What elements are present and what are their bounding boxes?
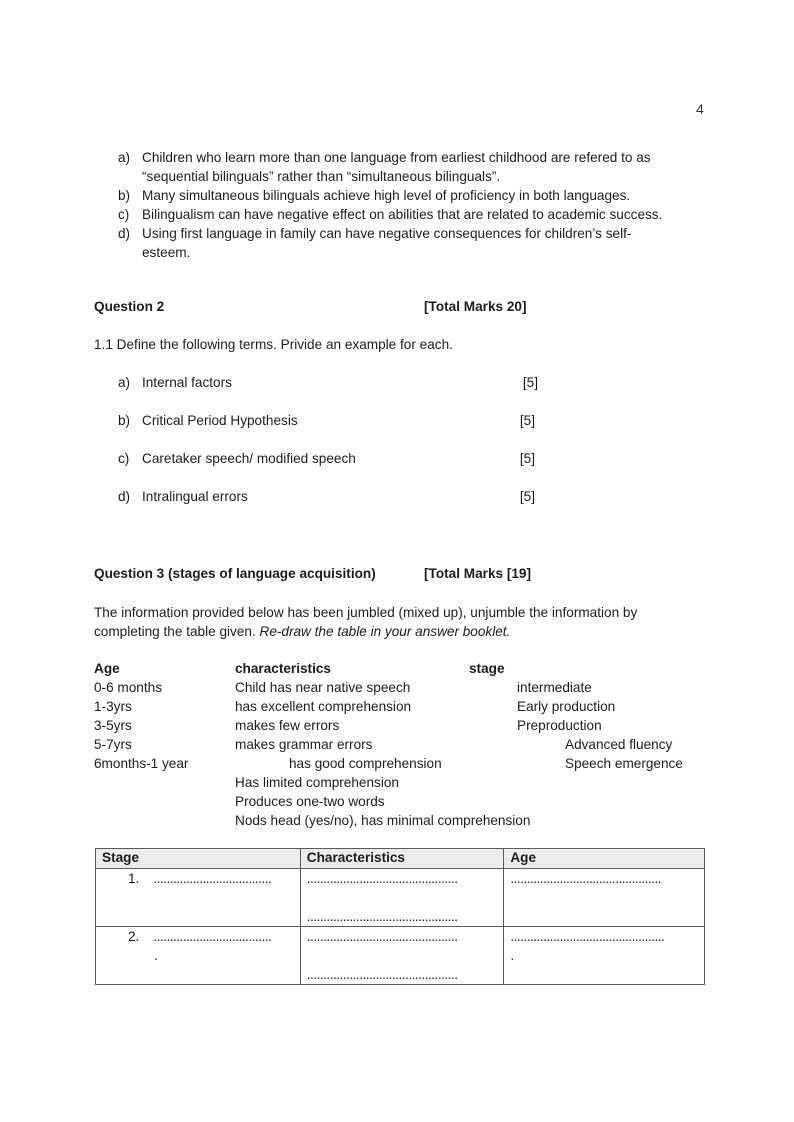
option-label: d) bbox=[118, 226, 131, 241]
option-text: Bilingualism can have negative effect on abilities that are related to academic success. bbox=[142, 207, 663, 222]
age-cell[interactable]: ............................................... . bbox=[504, 927, 705, 985]
question3-title: Question 3 (stages of language acquisition) bbox=[94, 566, 376, 581]
age-cell[interactable] bbox=[504, 869, 705, 927]
question3-total-marks: [Total Marks [19] bbox=[424, 566, 532, 581]
answer-blank[interactable]: .................................... bbox=[153, 871, 272, 886]
q2-term-d: d) Intralingual errors [5] bbox=[118, 489, 535, 504]
jumbled-age-column: Age 0-6 months 1-3yrs 3-5yrs 5-7yrs 6months-1 year bbox=[94, 661, 189, 771]
answer-table-header bbox=[96, 849, 705, 869]
instruction-italic: Re-draw the table in your answer booklet. bbox=[259, 624, 511, 639]
option-label: c) bbox=[118, 207, 130, 222]
answer-blank[interactable]: .............................................. bbox=[306, 967, 458, 982]
option-label: b) bbox=[118, 188, 131, 203]
stage-cell[interactable]: 1. .................................... bbox=[96, 869, 301, 927]
table-row bbox=[96, 869, 705, 927]
characteristics-cell[interactable] bbox=[300, 869, 504, 927]
option-label: a) bbox=[118, 150, 131, 165]
answer-blank[interactable]: .............................................. bbox=[306, 871, 458, 886]
page-number: 4 bbox=[696, 101, 704, 117]
answer-blank[interactable]: .................................... bbox=[153, 929, 272, 944]
option-text: Using first language in family can have negative consequences for children’s self- esteem. bbox=[142, 226, 632, 260]
jumbled-characteristics-column: characteristics Child has near native speech has excellent comprehension makes few errors makes grammar errors has good comprehension Has limited comprehension Produces one-two words Nods head (yes/no), has minimal comprehension bbox=[235, 661, 531, 828]
answer-blank[interactable]: .............................................. bbox=[306, 909, 458, 924]
stage-cell[interactable]: 2. .................................... . bbox=[96, 927, 301, 985]
answer-blank[interactable]: .............................................. bbox=[510, 871, 662, 886]
characteristics-cell[interactable] bbox=[300, 927, 504, 985]
marks: [5] bbox=[522, 375, 538, 390]
q2-term-c: c) Caretaker speech/ modified speech [5] bbox=[118, 451, 535, 466]
answer-blank[interactable]: .............................................. bbox=[306, 929, 458, 944]
q1-option-d bbox=[118, 224, 698, 264]
header-characteristics: Characteristics bbox=[300, 849, 504, 869]
q1-option-c bbox=[118, 205, 698, 224]
header-stage: Stage bbox=[96, 849, 301, 869]
q2-term-a: a) Internal factors [5] bbox=[118, 375, 538, 390]
marks: [5] bbox=[519, 451, 535, 466]
option-text: Many simultaneous bilinguals achieve high level of proficiency in both languages. bbox=[142, 188, 631, 203]
header-age: Age bbox=[504, 849, 705, 869]
question2-total-marks: [Total Marks 20] bbox=[424, 299, 527, 314]
q1-option-b bbox=[118, 186, 698, 205]
option-text: Children who learn more than one language from earliest childhood are refered to as “sequential bilinguals” rather than “simultaneous bilinguals”. bbox=[142, 150, 651, 184]
question2-instruction: 1.1 Define the following terms. Privide an example for each. bbox=[94, 337, 453, 352]
answer-blank[interactable]: ............................................... bbox=[510, 929, 665, 944]
q2-term-b: b) Critical Period Hypothesis [5] bbox=[118, 413, 535, 428]
q1-option-a bbox=[118, 148, 698, 188]
question2-title: Question 2 bbox=[94, 299, 165, 314]
question3-instruction: The information provided below has been jumbled (mixed up), unjumble the information by completing the table given. Re-draw the table in your answer booklet. bbox=[94, 605, 638, 639]
jumbled-stage-column: stage intermediate Early production Preproduction Advanced fluency Speech emergence bbox=[469, 661, 683, 771]
marks: [5] bbox=[519, 489, 535, 504]
answer-table bbox=[95, 848, 705, 985]
table-row bbox=[96, 927, 705, 985]
marks: [5] bbox=[519, 413, 535, 428]
